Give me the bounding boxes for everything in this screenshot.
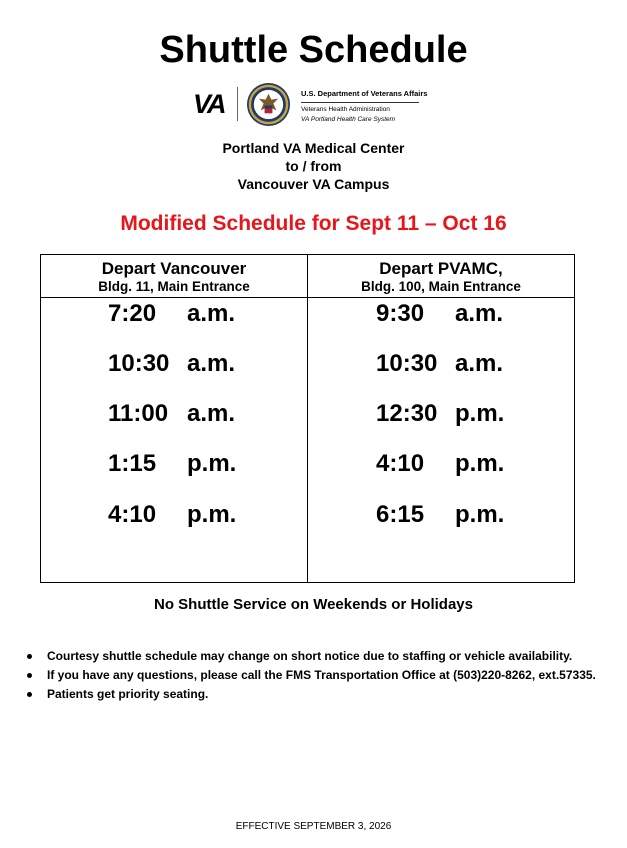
column-depart-pvamc [308, 255, 574, 582]
logo-divider [237, 87, 238, 121]
route-line-1: Portland VA Medical Center [222, 140, 405, 156]
departure-time: 1:15 p.m. [108, 450, 237, 477]
departure-time: 7:20 a.m. [108, 300, 236, 327]
page-title: Shuttle Schedule [159, 29, 468, 71]
column-heading: Depart Vancouver [101, 259, 247, 278]
departure-time: 10:30 a.m. [376, 350, 504, 377]
column-header [308, 255, 574, 298]
agency-block [301, 89, 441, 125]
va-logo [193, 82, 433, 128]
bullet-icon [27, 673, 32, 678]
route-line-2: to / from [285, 158, 342, 174]
note-item [22, 687, 612, 702]
bullet-icon [27, 654, 32, 659]
departure-time: 12:30 p.m. [376, 400, 505, 427]
va-seal-icon [246, 82, 291, 127]
column-subheading: Bldg. 11, Main Entrance [98, 279, 250, 294]
column-depart-vancouver [41, 255, 308, 582]
note-text: If you have any questions, please call the FMS Transportation Office at (503)220-8262, ext.57335. [47, 668, 596, 682]
administration-name: Veterans Health Administration [301, 106, 390, 113]
note-text: Courtesy shuttle schedule may change on short notice due to staffing or vehicle availability. [47, 649, 573, 663]
column-subheading: Bldg. 100, Main Entrance [361, 279, 521, 294]
bullet-icon [27, 692, 32, 697]
column-header [41, 255, 307, 298]
note-text: Patients get priority seating. [47, 687, 209, 701]
departure-time: 6:15 p.m. [376, 501, 505, 528]
modified-schedule-notice: Modified Schedule for Sept 11 – Oct 16 [120, 212, 507, 235]
effective-date: EFFECTIVE SEPTEMBER 3, 2026 [235, 821, 392, 832]
schedule-table [40, 254, 575, 583]
departure-time: 4:10 p.m. [108, 501, 237, 528]
notes-list [22, 649, 612, 706]
note-item [22, 649, 612, 664]
health-system-name: VA Portland Health Care System [301, 116, 396, 123]
departure-time: 9:30 a.m. [376, 300, 504, 327]
agency-rule [301, 102, 419, 103]
route-description [0, 139, 627, 193]
departure-time: 10:30 a.m. [108, 350, 236, 377]
no-service-notice: No Shuttle Service on Weekends or Holidays [154, 596, 473, 613]
route-line-3: Vancouver VA Campus [237, 176, 390, 192]
departure-time: 11:00 a.m. [108, 400, 236, 427]
agency-name: U.S. Department of Veterans Affairs [301, 89, 428, 98]
column-heading: Depart PVAMC, [379, 259, 503, 278]
va-wordmark: VA [193, 89, 225, 119]
note-item [22, 668, 612, 683]
departure-time: 4:10 p.m. [376, 450, 505, 477]
